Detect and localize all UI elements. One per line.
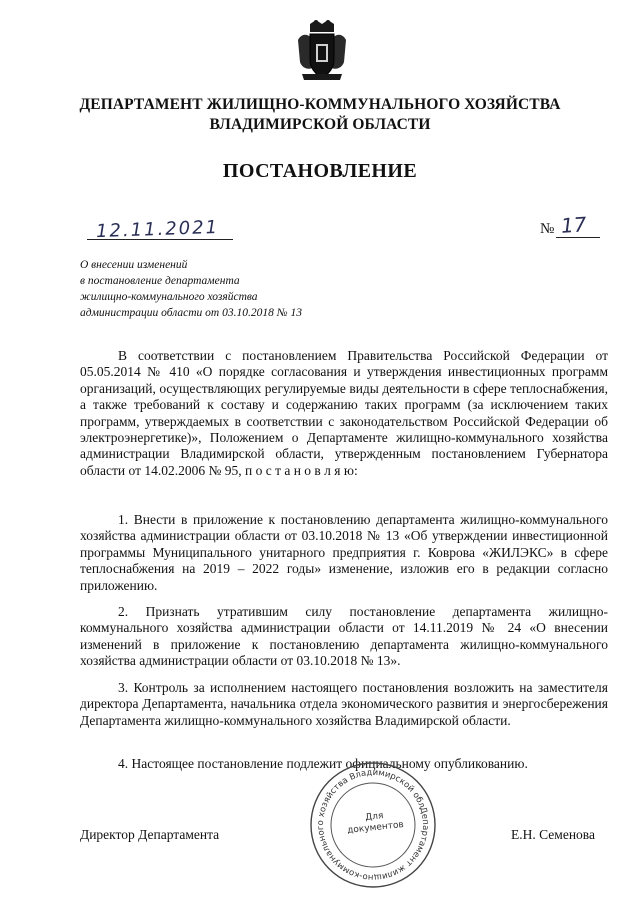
subject-line: жилищно-коммунального хозяйства [80,291,258,303]
preamble-paragraph: В соответствии с постановлением Правительства Российской Федерации от 05.05.2014 № 410 «О порядке согласования и утверждения инвестиционных программ организаций, осуществляющих регулируемые виды деятельности в сфере теплоснабжения, а также требований к составу и содержанию таких программ (за исключением таких программ, утверждаемых в соответствии с законодательством Российской Федерации об электроэнергетике)», Положением о Департаменте жилищно-коммунального хозяйства администрации Владимирской области, утвержденным постановлением Губернатора области от 14.02.2006 № 95, п о с т а н о в л я ю: [80,348,608,478]
signatory-name: Е.Н. Семенова [511,827,595,842]
document-number: 17 [560,212,588,238]
document-date: 12.11.2021 [95,216,220,243]
clause-2-paragraph: 2. Признать утратившим силу постановление департамента жилищно-коммунального хозяйства администрации области от 14.11.2019 № 24 «О внесении изменений в приложение к постановлению департамента жилищно-коммунального хозяйства администрации области от 03.10.2018 № 13». [80,604,608,669]
number-label: № [540,221,555,237]
clause-3-paragraph: 3. Контроль за исполнением настоящего постановления возложить на заместителя директора Департамента, начальника отдела экономического развития и энергосбережения Департамента жилищно-коммунального хозяйства Владимирской области. [80,680,608,728]
stamp-ring-text: Департамент жилищно-коммунального хозяйства Владимирской области [315,767,431,883]
date-underline [87,239,233,240]
subject-line: О внесении изменений [80,259,188,271]
signatory-position: Директор Департамента [80,827,220,842]
department-name-line1: ДЕПАРТАМЕНТ ЖИЛИЩНО-КОММУНАЛЬНОГО ХОЗЯЙСТВА [79,96,561,113]
clause-1-paragraph: 1. Внести в приложение к постановлению департамента жилищно-коммунального хозяйства администрации области от 03.10.2018 № 13 «Об утверждении инвестиционной программы Муниципального унитарного предприятия г. Коврова «ЖИЛЭКС» в сфере теплоснабжения на 2019 – 2022 годы» изменение, изложив его в редакции согласно приложению. [80,512,608,593]
clause-4-paragraph: 4. Настоящее постановление подлежит официальному опубликованию. [118,756,528,771]
coat-of-arms-emblem [296,18,348,84]
department-name-line2: ВЛАДИМИРСКОЙ ОБЛАСТИ [209,116,431,133]
stamp-center-text: Для документов [346,811,405,836]
document-subject [80,257,350,321]
subject-line: в постановление департамента [80,275,240,287]
document-type-title: ПОСТАНОВЛЕНИЕ [222,160,418,182]
number-underline [556,237,600,238]
subject-line: администрации области от 03.10.2018 № 13 [80,307,302,319]
